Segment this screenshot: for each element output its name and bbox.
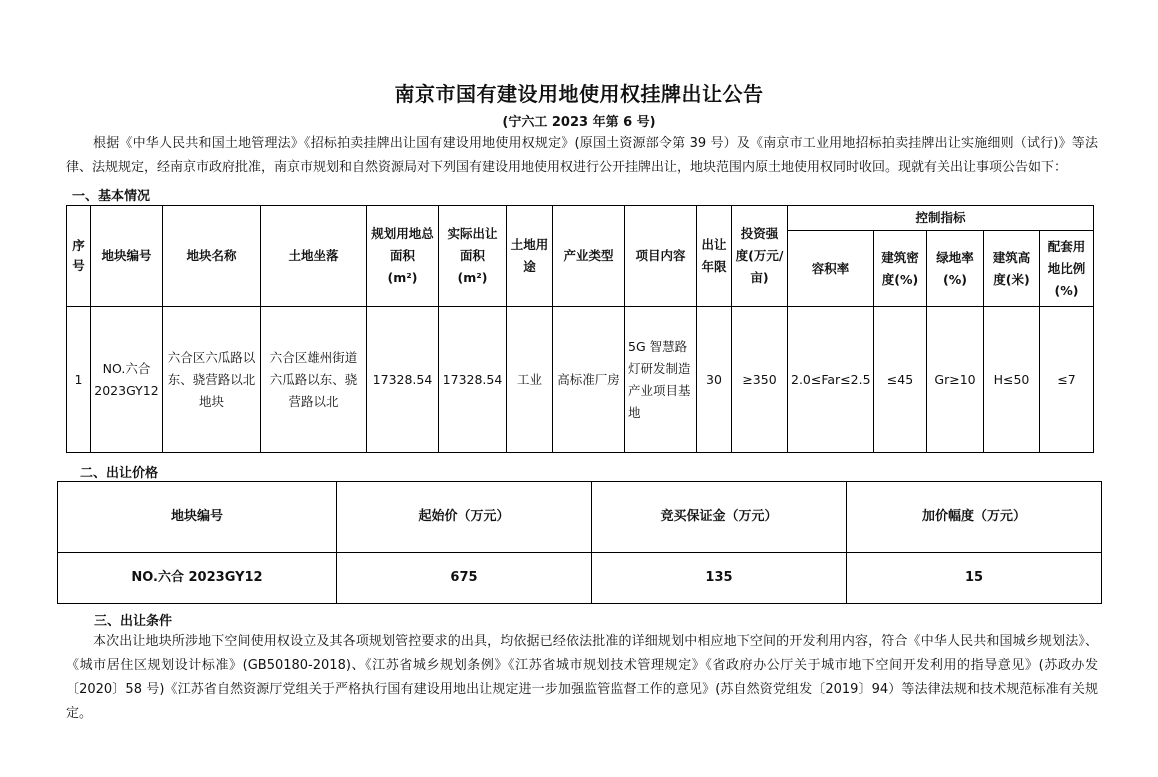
- header-planned-area-unit: (m²): [387, 270, 418, 285]
- page-title: 南京市国有建设用地使用权挂牌出让公告: [394, 82, 764, 106]
- conditions-paragraph: 本次出让地块所涉地下空间使用权设立及其各项规划管控要求的出具，均依据已经依法批准的详细规划中相应地下空间的开发利用内容，符合《中华人民共和国城乡规划法》、《城市居住区规划设计标准》(GB50180-2018)、《江苏省城乡规划条例》《江苏省城市规划技术管理规定》《省政府办公厅关于城市地下空间开发利用的指导意见》(苏政办发〔2020〕58 号)《江苏省自然资源厅党组关于严格执行国有建设用地出让规定进一步加强监管监督工作的意见》(苏自然资党组发〔2019〕94）等法律法规和技术规范标准有关规定。: [66, 634, 1098, 721]
- header-project: 项目内容: [625, 206, 697, 307]
- header-seq: 序号: [67, 206, 91, 307]
- table-row: [58, 553, 1102, 604]
- header-height: 建筑高度(米): [984, 231, 1040, 307]
- cell-location: 六合区雄州街道六瓜路以东、骁营路以北: [261, 307, 367, 453]
- header-use: 土地用途: [507, 206, 553, 307]
- price-header-deposit: 竞买保证金（万元）: [592, 482, 847, 553]
- announcement-number: (宁六工 2023 年第 6 号): [502, 115, 656, 130]
- header-actual-area: [439, 206, 507, 307]
- intro-paragraph: 根据《中华人民共和国土地管理法》《招标拍卖挂牌出让国有建设用地使用权规定》(原国土资源部令第 39 号）及《南京市工业用地招标拍卖挂牌出让实施细则（试行)》等法律、法规规定，经南京市政府批准，南京市规划和自然资源局对下列国有建设用地使用权进行公开挂牌出让，地块范围内原土地使用权同时收回。现就有关出让事项公告如下：: [66, 136, 1098, 175]
- header-green: 绿地率(%): [927, 231, 984, 307]
- price-header-increment: 加价幅度（万元）: [847, 482, 1102, 553]
- section-basic-info-heading: 一、基本情况: [72, 189, 151, 204]
- header-industry: 产业类型: [553, 206, 625, 307]
- header-actual-area-unit: (m²): [457, 270, 488, 285]
- cell-project: 5G 智慧路灯研发制造产业项目基地: [625, 307, 697, 453]
- section-price-heading: 二、出让价格: [80, 466, 159, 481]
- header-code: 地块编号: [91, 206, 163, 307]
- table-row: [67, 307, 1094, 453]
- cell-name: 六合区六瓜路以东、骁营路以北地块: [163, 307, 261, 453]
- price-header-start-price: 起始价（万元）: [337, 482, 592, 553]
- header-control-indicators: 控制指标: [788, 206, 1094, 231]
- header-density: 建筑密度(%): [874, 231, 927, 307]
- header-investment: 投资强度(万元/亩): [732, 206, 788, 307]
- section-conditions-heading: 三、出让条件: [94, 614, 173, 629]
- price-cell-deposit: 135: [592, 553, 847, 604]
- cell-seq: 1: [67, 307, 91, 453]
- cell-term: 30: [697, 307, 732, 453]
- header-far: 容积率: [788, 231, 874, 307]
- cell-industry: 高标准厂房: [553, 307, 625, 453]
- price-table: [57, 481, 1102, 604]
- header-term: 出让年限: [697, 206, 732, 307]
- cell-density: ≤45: [874, 307, 927, 453]
- basic-info-table: [66, 205, 1094, 453]
- header-actual-area-label: 实际出让面积: [447, 226, 498, 263]
- header-planned-area-label: 规划用地总面积: [371, 226, 434, 263]
- price-cell-code: NO.六合 2023GY12: [58, 553, 337, 604]
- cell-supporting: ≤7: [1040, 307, 1094, 453]
- header-planned-area: [367, 206, 439, 307]
- cell-actual-area: 17328.54: [439, 307, 507, 453]
- cell-code: NO.六合2023GY12: [91, 307, 163, 453]
- cell-height: H≤50: [984, 307, 1040, 453]
- cell-planned-area: 17328.54: [367, 307, 439, 453]
- header-supporting: 配套用地比例(%): [1040, 231, 1094, 307]
- cell-investment: ≥350: [732, 307, 788, 453]
- header-location: 土地坐落: [261, 206, 367, 307]
- cell-use: 工业: [507, 307, 553, 453]
- price-cell-increment: 15: [847, 553, 1102, 604]
- price-cell-start-price: 675: [337, 553, 592, 604]
- cell-green: Gr≥10: [927, 307, 984, 453]
- cell-far: 2.0≤Far≤2.5: [788, 307, 874, 453]
- header-name: 地块名称: [163, 206, 261, 307]
- price-header-code: 地块编号: [58, 482, 337, 553]
